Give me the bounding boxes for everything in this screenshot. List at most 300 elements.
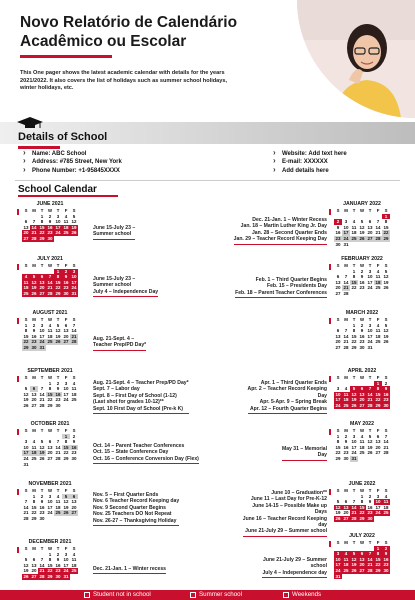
calendar-day: 30 (335, 241, 341, 247)
calendar-day: 29 (375, 402, 381, 408)
calendar-day: 16 (359, 333, 365, 339)
calendar-day: 20 (335, 285, 341, 291)
calendar-day: 28 (47, 290, 53, 296)
calendar-day: 18 (359, 444, 365, 450)
calendar-day: 22 (375, 397, 381, 403)
month-calendar (22, 310, 78, 351)
detail-phone: › Phone Number: +1-95845XXXX (22, 167, 122, 175)
calendar-day: 15 (351, 279, 357, 285)
calendar-day: 19 (71, 224, 77, 230)
calendar-day: 17 (375, 504, 381, 510)
calendar-day: 17 (335, 562, 341, 568)
calendar-day: 15 (375, 391, 381, 397)
calendar-day: 3 (368, 268, 372, 274)
calendar-day: 23 (55, 397, 61, 403)
month-name: MARCH 2022 (345, 310, 379, 316)
calendar-day: 22 (47, 568, 53, 574)
month-grid (22, 208, 78, 242)
calendar-day: 21 (343, 285, 349, 291)
calendar-day: 25 (63, 230, 69, 236)
weekday-header: M (344, 208, 348, 213)
calendar-day: 23 (359, 285, 365, 291)
event-line: July 4 – Independence Day (93, 288, 159, 295)
event-line: Oct. 15 – State Conference Day (93, 449, 169, 456)
calendar-day: 21 (383, 444, 389, 450)
calendar-day: 20 (31, 397, 37, 403)
event-line: Dec. 21-Jan. 1 – Winter Recess (252, 217, 327, 223)
month-grid (334, 263, 390, 297)
month-grid (22, 263, 78, 297)
legend-swatch (190, 592, 196, 598)
calendar-day: 18 (63, 224, 69, 230)
calendar-heading: School Calendar (18, 184, 97, 195)
calendar-day: 30 (39, 515, 45, 521)
weekday-header: W (359, 263, 365, 268)
calendar-day: 26 (359, 235, 365, 241)
calendar-day: 16 (343, 444, 349, 450)
calendar-day: 12 (367, 439, 373, 445)
calendar-day: 3 (64, 551, 68, 557)
calendar-day: 22 (359, 510, 365, 516)
calendar-day: 6 (38, 274, 46, 280)
event-line: Feb. 18 – Parent Teacher Conferences (235, 289, 327, 296)
weekday-header: S (24, 375, 28, 380)
weekday-header: T (352, 428, 356, 433)
month-grid (22, 375, 78, 409)
calendar-day: 23 (383, 562, 389, 568)
weekday-header: T (56, 317, 60, 322)
event-underline (93, 239, 135, 240)
event-line: Apr. 12 – Fourth Quarter Begins (250, 405, 327, 412)
calendar-day: 14 (367, 391, 373, 397)
calendar-day: 5 (72, 213, 76, 219)
month-name: JUNE 2022 (348, 481, 376, 487)
calendar-day: 28 (23, 515, 29, 521)
legend-summer-school: Summer school (190, 591, 242, 598)
month-marker (17, 547, 19, 553)
event-line: June 14-15 – Possible Make up (252, 502, 327, 509)
legend-student-not-in-school: Student not in school (84, 591, 151, 598)
weekday-header: S (24, 488, 28, 493)
calendar-day: 10 (367, 274, 373, 280)
calendar-day: 19 (23, 397, 29, 403)
calendar-day: 7 (366, 386, 374, 392)
weekday-header: T (56, 263, 60, 268)
month-name: JULY 2022 (349, 533, 375, 539)
calendar-day: 25 (71, 397, 77, 403)
calendar-day: 13 (335, 333, 341, 339)
weekday-header: F (376, 488, 380, 493)
weekday-header: T (40, 208, 44, 213)
calendar-day: 17 (335, 397, 341, 403)
weekday-header: S (336, 208, 340, 213)
calendar-day: 6 (336, 274, 340, 280)
calendar-day: 13 (31, 562, 37, 568)
month-name: FEBRUARY 2022 (341, 256, 383, 262)
month-calendar (22, 421, 78, 467)
weekday-header: W (47, 488, 53, 493)
calendar-day: 3 (40, 322, 44, 328)
calendar-day: 23 (55, 568, 61, 574)
calendar-day: 10 (63, 557, 69, 563)
calendar-day: 7 (56, 439, 60, 445)
weekday-header: W (359, 540, 365, 545)
calendar-day: 12 (55, 328, 61, 334)
weekday-header: T (56, 546, 60, 551)
calendar-day: 1 (382, 214, 390, 220)
calendar-day: 4 (384, 493, 388, 499)
calendar-day: 11 (71, 386, 77, 392)
calendar-day: 29 (39, 235, 45, 241)
weekday-header: W (359, 208, 365, 213)
weekday-header: W (47, 375, 53, 380)
calendar-day: 29 (383, 235, 389, 241)
calendar-day: 13 (71, 499, 77, 505)
calendar-day: 18 (343, 397, 349, 403)
month-name: SEPTEMBER 2021 (27, 368, 73, 374)
calendar-day: 10 (55, 219, 61, 225)
calendar-day: 6 (358, 386, 366, 392)
weekday-header: W (359, 317, 365, 322)
event-line: Apr. 1 – Third Quarter Ends (260, 380, 327, 386)
calendar-day: 6 (70, 494, 78, 500)
calendar-day: 11 (359, 439, 365, 445)
calendar-day: 23 (71, 450, 77, 456)
calendar-day: 1 (374, 381, 382, 387)
calendar-day: 26 (23, 573, 29, 579)
calendar-day: 16 (71, 444, 77, 450)
calendar-day: 1 (352, 322, 356, 328)
calendar-day: 8 (352, 328, 356, 334)
calendar-day: 20 (23, 230, 29, 236)
calendar-day: 15 (39, 224, 45, 230)
weekday-header: S (72, 488, 76, 493)
calendar-day: 18 (375, 279, 381, 285)
calendar-day: 3 (56, 213, 60, 219)
calendar-day: 24 (55, 230, 61, 236)
calendar-day: 1 (54, 269, 62, 275)
calendar-day: 24 (375, 510, 381, 516)
calendar-day: 12 (23, 391, 29, 397)
calendar-day: 28 (39, 402, 45, 408)
event-line: Jan. 18 – Martin Luther King Jr. Day (240, 223, 327, 230)
weekday-header: S (336, 375, 340, 380)
calendar-day: 5 (384, 268, 388, 274)
calendar-day: 27 (47, 455, 53, 461)
weekday-header: T (56, 208, 60, 213)
calendar-day: 4 (344, 386, 348, 392)
month-marker (17, 264, 19, 270)
calendar-day: 7 (376, 219, 380, 225)
calendar-day: 2 (382, 546, 390, 552)
calendar-day: 23 (383, 397, 389, 403)
weekday-header: S (384, 317, 388, 322)
calendar-day: 6 (48, 439, 52, 445)
calendar-underline (18, 195, 118, 197)
calendar-day: 7 (32, 219, 36, 225)
calendar-day: 22 (63, 450, 69, 456)
calendar-day: 24 (71, 285, 77, 291)
calendar-day: 2 (344, 433, 348, 439)
calendar-day: 27 (335, 290, 341, 296)
calendar-day: 5 (62, 494, 70, 500)
weekday-header: W (359, 428, 365, 433)
weekday-header: T (368, 428, 372, 433)
calendar-day: 4 (72, 380, 76, 386)
calendar-day: 27 (63, 339, 69, 345)
weekday-header: W (47, 317, 53, 322)
calendar-day: 25 (383, 510, 389, 516)
calendar-day: 9 (344, 439, 348, 445)
calendar-day: 14 (39, 391, 45, 397)
calendar-day: 24 (367, 285, 373, 291)
calendar-day: 27 (31, 573, 37, 579)
event-line: Aug. 21-Sept. 4 – Teacher Prep/PD Day* (93, 380, 189, 386)
weekday-header: S (72, 317, 76, 322)
weekday-header: S (384, 428, 388, 433)
month-name: MAY 2022 (350, 421, 374, 427)
weekday-header: T (352, 540, 356, 545)
weekday-header: T (40, 317, 44, 322)
calendar-day: 6 (344, 499, 348, 505)
calendar-day: 8 (64, 439, 68, 445)
event-line: Summer school (93, 231, 132, 238)
calendar-day: 21 (367, 562, 373, 568)
calendar-day: 12 (39, 444, 45, 450)
weekday-header: F (376, 317, 380, 322)
calendar-day: 24 (47, 510, 53, 516)
calendar-day: 12 (351, 556, 357, 562)
event-line: Sept. 8 – First Day of School (1-12) (93, 392, 177, 399)
calendar-day: 24 (63, 568, 69, 574)
calendar-day: 16 (55, 391, 61, 397)
calendar-day: 18 (23, 285, 29, 291)
calendar-day: 27 (71, 510, 77, 516)
calendar-day: 13 (359, 391, 365, 397)
calendar-day: 9 (32, 328, 36, 334)
weekday-header: S (72, 546, 76, 551)
weekday-header: S (384, 263, 388, 268)
month-name: OCTOBER 2021 (30, 421, 70, 427)
month-grid (334, 317, 390, 351)
calendar-day: 5 (350, 551, 358, 557)
calendar-day: 13 (359, 556, 365, 562)
calendar-day: 21 (343, 339, 349, 345)
events-october-2021 (93, 443, 199, 464)
weekday-header: F (64, 317, 68, 322)
calendar-day: 12 (335, 504, 341, 510)
calendar-day: 30 (383, 567, 389, 573)
student-photo (297, 0, 415, 118)
calendar-day: 20 (367, 230, 373, 236)
event-line: Sept. 7 – Labor day (93, 386, 140, 393)
weekday-header: W (359, 375, 365, 380)
weekday-header: S (24, 208, 28, 213)
calendar-day: 29 (335, 455, 341, 461)
calendar-day: 4 (56, 493, 60, 499)
weekday-header: S (72, 375, 76, 380)
calendar-day: 16 (63, 279, 69, 285)
calendar-day: 20 (63, 333, 69, 339)
calendar-day: 11 (47, 328, 53, 334)
month-name: NOVEMBER 2021 (28, 481, 72, 487)
calendar-day: 31 (23, 461, 29, 467)
weekday-header: W (359, 488, 365, 493)
event-underline (248, 413, 327, 414)
calendar-day: 22 (55, 285, 61, 291)
event-line: Nov. 5 – First Quarter Ends (93, 492, 159, 498)
calendar-day: 24 (39, 339, 45, 345)
month-grid (22, 428, 78, 467)
calendar-day: 26 (335, 515, 341, 521)
calendar-day: 20 (375, 444, 381, 450)
calendar-day: 9 (368, 499, 372, 505)
month-calendar (334, 310, 390, 351)
calendar-day: 6 (32, 557, 36, 563)
calendar-day: 19 (335, 510, 341, 516)
calendar-day: 20 (39, 285, 45, 291)
weekday-header: W (47, 546, 53, 551)
weekday-header: M (344, 375, 348, 380)
calendar-day: 12 (31, 279, 37, 285)
event-line: Nov. 26-27 – Thanksgiving Holiday (93, 517, 177, 524)
calendar-day: 28 (343, 344, 349, 350)
calendar-day: 23 (343, 450, 349, 456)
calendar-day: 20 (343, 510, 349, 516)
calendar-day: 5 (24, 557, 28, 563)
calendar-day: 27 (343, 515, 349, 521)
calendar-day: 14 (383, 439, 389, 445)
calendar-day: 3 (352, 433, 356, 439)
calendar-day: 18 (55, 504, 61, 510)
calendar-day: 28 (343, 290, 349, 296)
calendar-day: 18 (343, 562, 349, 568)
calendar-day: 15 (335, 444, 341, 450)
calendar-day: 23 (335, 235, 341, 241)
detail-website: › Website: Add text here (272, 150, 347, 158)
detail-name: › Name: ABC School (22, 150, 122, 158)
calendar-day: 29 (23, 344, 29, 350)
calendar-day: 17 (71, 279, 77, 285)
calendar-day: 21 (351, 510, 357, 516)
month-name: JANUARY 2022 (343, 201, 381, 207)
weekday-header: S (384, 375, 388, 380)
calendar-day: 2 (40, 493, 44, 499)
calendar-day: 11 (351, 224, 357, 230)
calendar-day: 14 (351, 504, 357, 510)
calendar-day: 18 (383, 504, 389, 510)
calendar-day: 11 (63, 219, 69, 225)
calendar-day: 13 (47, 444, 53, 450)
calendar-day: 3 (70, 269, 78, 275)
events-july-2022 (262, 557, 327, 578)
calendar-day: 21 (55, 450, 61, 456)
weekday-header: S (336, 263, 340, 268)
month-grid (334, 208, 390, 247)
intro-text: This One pager shows the latest academic calendar with details for the years 2021/2022. It also covers the list of holidays such as summer school holidays, winter holidays, etc. (20, 70, 228, 91)
month-marker (329, 489, 331, 495)
weekday-header: F (64, 488, 68, 493)
legend-swatch (283, 592, 289, 598)
event-line: Days (314, 509, 327, 516)
calendar-day: 15 (63, 444, 69, 450)
calendar-day: 19 (367, 444, 373, 450)
event-underline (262, 577, 327, 578)
calendar-day: 21 (47, 285, 53, 291)
weekday-header: T (368, 540, 372, 545)
calendar-day: 28 (55, 455, 61, 461)
event-line: June 21-July 29 – Summer school (245, 528, 327, 535)
month-grid (22, 317, 78, 351)
weekday-header: S (24, 546, 28, 551)
calendar-day: 14 (375, 224, 381, 230)
calendar-day: 19 (383, 333, 389, 339)
month-calendar (334, 256, 390, 297)
details-right-list (272, 150, 347, 175)
calendar-day: 4 (22, 274, 30, 280)
calendar-day: 11 (383, 499, 389, 505)
event-line: Sept. 10 First Day of School (Pre-k K) (93, 405, 184, 412)
calendar-day: 10 (39, 328, 45, 334)
calendar-day: 2 (360, 322, 364, 328)
calendar-day: 31 (335, 573, 341, 579)
month-name: JULY 2021 (37, 256, 63, 262)
weekday-header: S (72, 208, 76, 213)
title-line-2: Acadêmico ou Escolar (20, 33, 187, 50)
calendar-day: 8 (374, 386, 382, 392)
calendar-day: 9 (56, 386, 60, 392)
month-marker (17, 318, 19, 324)
calendar-day: 28 (367, 402, 373, 408)
events-september-2021 (93, 380, 189, 414)
graduation-cap-icon (17, 117, 43, 129)
calendar-day: 31 (39, 344, 45, 350)
calendar-day: 2 (72, 433, 76, 439)
event-line: Apr. 2 – Teacher Record Keeping (247, 386, 327, 393)
calendar-day: 18 (71, 562, 77, 568)
weekday-header: T (368, 208, 372, 213)
calendar-day: 9 (360, 328, 364, 334)
calendar-day: 7 (344, 328, 348, 334)
weekday-header: S (24, 263, 28, 268)
calendar-day: 22 (335, 450, 341, 456)
calendar-day: 29 (47, 402, 53, 408)
calendar-day: 17 (55, 224, 61, 230)
calendar-day: 21 (375, 230, 381, 236)
details-left-list (22, 150, 122, 175)
calendar-day: 2 (56, 551, 60, 557)
calendar-day: 10 (71, 274, 77, 280)
weekday-header: M (344, 317, 348, 322)
calendar-day: 1 (48, 380, 52, 386)
calendar-day: 3 (48, 493, 52, 499)
event-underline (234, 244, 327, 245)
calendar-day: 26 (351, 402, 357, 408)
event-line: Oct. 16 – Conference Conversion Day (Flex) (93, 455, 199, 462)
calendar-day: 6 (30, 386, 38, 392)
divider (15, 180, 400, 181)
calendar-day: 7 (46, 274, 54, 280)
calendar-day: 30 (359, 344, 365, 350)
calendar-day: 28 (31, 235, 37, 241)
month-grid (334, 540, 390, 579)
calendar-day: 1 (352, 268, 356, 274)
calendar-day: 9 (382, 551, 390, 557)
calendar-day: 30 (55, 573, 61, 579)
calendar-day: 25 (375, 285, 381, 291)
calendar-day: 29 (63, 455, 69, 461)
event-underline (93, 463, 199, 464)
